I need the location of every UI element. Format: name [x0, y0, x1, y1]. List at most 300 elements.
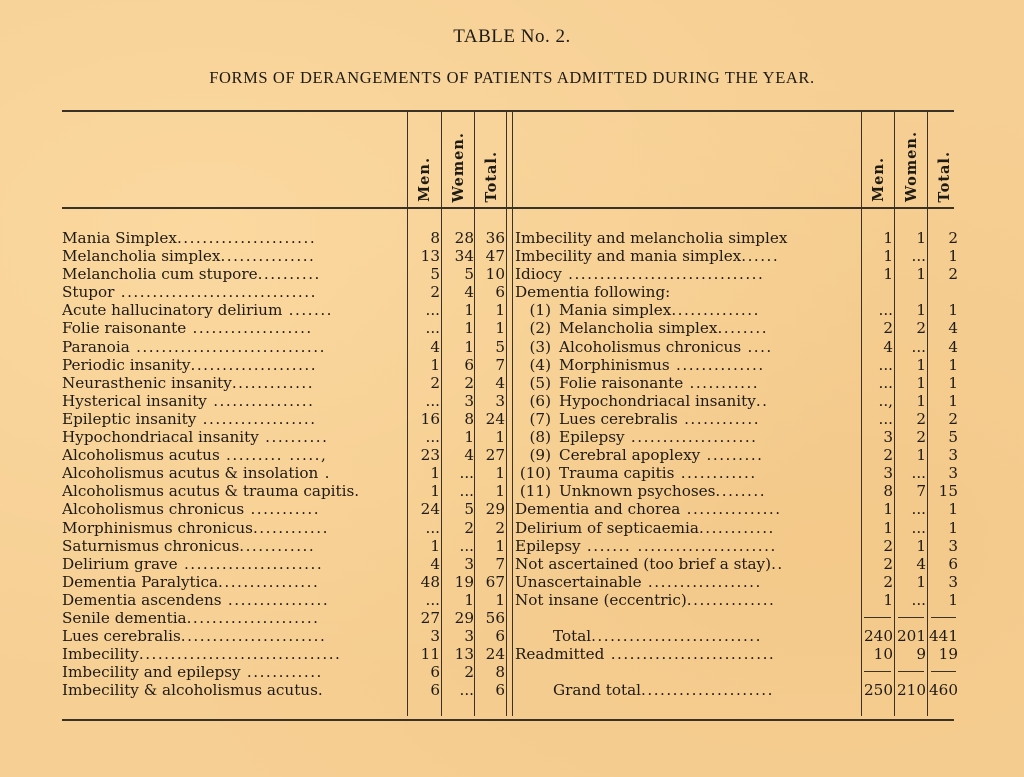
- table-row: [62, 446, 512, 464]
- cell-women: 2: [464, 518, 474, 537]
- row-label-text: Paranoia: [62, 337, 130, 356]
- cell-total: 3: [948, 446, 958, 465]
- leader-dots: ..: [755, 391, 769, 410]
- row-label: [515, 645, 859, 663]
- table-row: [62, 265, 512, 283]
- table-row: [62, 283, 512, 301]
- row-label: [62, 645, 404, 663]
- cell-total: 2: [948, 409, 958, 428]
- leader-dots: ...................: [186, 319, 313, 338]
- row-label: [62, 555, 404, 573]
- leader-dots: .....................: [641, 681, 774, 700]
- row-label-text: Alcoholismus acutus: [62, 446, 220, 465]
- cell-total: 4: [495, 373, 505, 392]
- table-row: [515, 410, 960, 428]
- row-label: [62, 428, 404, 446]
- cell-total: 2: [495, 518, 505, 537]
- cell-men: ...: [878, 373, 893, 392]
- row-prefix: (8): [529, 428, 551, 447]
- row-label: [62, 356, 404, 374]
- row-label: [515, 500, 859, 518]
- cell-women: 1: [916, 446, 926, 465]
- leader-dots: ...............................: [114, 283, 317, 302]
- right-header-men: Men.: [869, 157, 887, 202]
- cell-women: 9: [916, 645, 926, 664]
- cell-men: 11: [420, 645, 440, 664]
- leader-dots: .............: [231, 373, 315, 392]
- leader-dots: ...........................: [591, 627, 762, 646]
- cell-men: 10: [873, 645, 893, 664]
- row-label-text: Delirium grave: [62, 554, 178, 573]
- table-row: [515, 247, 960, 265]
- row-label: [503, 392, 847, 410]
- cell-total: 67: [485, 572, 505, 591]
- row-label-text: Idiocy: [515, 265, 562, 284]
- cell-total: 1: [948, 391, 958, 410]
- row-label-text: Mania simplex: [559, 301, 672, 320]
- row-label: [62, 374, 404, 392]
- row-label: [503, 301, 847, 319]
- row-label-text: Dementia ascendens: [62, 590, 222, 609]
- leader-dots: ..: [771, 554, 784, 573]
- row-label-text: Alcoholismus acutus & insolation: [62, 464, 319, 483]
- table-row: [515, 301, 960, 319]
- cell-total: 1: [948, 373, 958, 392]
- cell-men: 2: [883, 446, 893, 465]
- cell-men: 5: [430, 265, 440, 284]
- cell-men: ...: [425, 301, 440, 320]
- table-row: [62, 645, 512, 663]
- cell-women: ...: [459, 681, 474, 700]
- left-header-total: Total.: [482, 150, 500, 202]
- table-row: [515, 356, 960, 374]
- row-label-text: Unknown psychoses: [559, 482, 716, 501]
- row-label: [515, 537, 859, 555]
- cell-men: 23: [420, 446, 440, 465]
- leader-dots: ................................: [138, 645, 342, 664]
- row-label-text: Alcoholismus acutus & trauma capitis.: [62, 482, 360, 501]
- table-row: [515, 482, 960, 500]
- cell-total: 4: [948, 319, 958, 338]
- row-label-text: Stupor: [62, 283, 115, 302]
- row-label-text: Delirium of septicaemia: [515, 518, 699, 537]
- cell-men: 2: [883, 319, 893, 338]
- table-row: [515, 283, 960, 301]
- cell-men: 3: [430, 627, 440, 646]
- cell-women: 2: [916, 319, 926, 338]
- cell-men: 1: [883, 265, 893, 284]
- row-label: [62, 681, 404, 699]
- sum-separator: [864, 617, 891, 618]
- cell-women: 3: [464, 391, 474, 410]
- cell-women: 29: [454, 608, 474, 627]
- leader-dots: ........: [715, 482, 767, 501]
- row-label-text: Melancholia simplex: [62, 247, 221, 266]
- readmitted-row: [515, 645, 960, 663]
- row-label-text: Hysterical insanity: [62, 391, 207, 410]
- cell-men: ...: [425, 428, 440, 447]
- row-label: [515, 283, 859, 301]
- cell-men: 4: [883, 337, 893, 356]
- cell-men: 2: [883, 554, 893, 573]
- cell-women: 3: [464, 627, 474, 646]
- table-row: [62, 301, 512, 319]
- table-row: [62, 681, 512, 699]
- cell-women: ...: [911, 518, 926, 537]
- row-label-text: Folie raisonante: [62, 319, 187, 338]
- bottom-rule: [62, 719, 954, 721]
- leader-dots: .....................: [186, 608, 320, 627]
- row-label-text: Mania Simplex: [62, 229, 177, 247]
- row-prefix: (3): [529, 337, 551, 356]
- cell-total: 1: [495, 301, 505, 320]
- cell-total: 6: [495, 283, 505, 302]
- leader-dots: ...........: [244, 500, 321, 519]
- row-label-text: Alcoholismus chronicus: [62, 500, 245, 519]
- cell-total: 27: [485, 446, 505, 465]
- cell-women: 1: [916, 572, 926, 591]
- cell-women: 2: [464, 663, 474, 682]
- cell-total: 1: [948, 355, 958, 374]
- row-label-text: Lues cerebralis: [62, 627, 181, 646]
- table-row: [62, 410, 512, 428]
- table-row: [515, 555, 960, 573]
- cell-women: 3: [464, 554, 474, 573]
- row-prefix: (9): [529, 446, 551, 465]
- row-label: [503, 446, 847, 464]
- table-row: [62, 500, 512, 518]
- row-label: [515, 229, 859, 247]
- leader-dots: ..................: [196, 409, 317, 428]
- cell-men: 1: [883, 500, 893, 519]
- table-row: [62, 519, 512, 537]
- cell-women: 1: [464, 590, 474, 609]
- cell-men: [861, 663, 893, 681]
- cell-women: 1: [464, 337, 474, 356]
- row-label: [503, 428, 847, 446]
- sum-separator: [864, 671, 891, 672]
- row-label-text: Epilepsy: [515, 536, 581, 555]
- cell-women: 34: [454, 247, 474, 266]
- cell-women: 2: [916, 428, 926, 447]
- cell-men: [861, 609, 893, 627]
- cell-total: 6: [948, 554, 958, 573]
- cell-women: 1: [464, 428, 474, 447]
- cell-women: 7: [916, 482, 926, 501]
- cell-men: ...: [878, 301, 893, 320]
- leader-dots: ......................: [177, 554, 324, 573]
- row-label: [62, 519, 404, 537]
- cell-men: ...: [878, 409, 893, 428]
- row-label-text: Melancholia cum stupore: [62, 265, 258, 284]
- row-label-text: Alcoholismus chronicus: [559, 337, 742, 356]
- row-label-text: Imbecility: [62, 645, 139, 664]
- table-row: [515, 591, 960, 609]
- leader-dots: ....... ......................: [580, 536, 777, 555]
- row-label-text: Epilepsy: [559, 428, 625, 447]
- row-label-text: Trauma capitis: [559, 464, 675, 483]
- row-label-text: Hypochondriacal insanity: [559, 391, 756, 410]
- cell-women: ...: [911, 247, 926, 266]
- table-row: [62, 627, 512, 645]
- row-label-text: Melancholia simplex: [559, 319, 718, 338]
- table-row: [515, 464, 960, 482]
- row-label: [62, 247, 404, 265]
- leader-dots: ...............: [680, 500, 782, 519]
- table-row: [62, 482, 512, 500]
- cell-women: 1: [916, 229, 926, 247]
- cell-men: 2: [430, 283, 440, 302]
- cell-total: 47: [485, 247, 505, 266]
- row-label: [503, 338, 847, 356]
- leader-dots: ......................: [176, 229, 317, 247]
- table-row: [62, 392, 512, 410]
- cell-women: 1: [916, 355, 926, 374]
- sum-separator-row: [515, 609, 960, 627]
- cell-total: 4: [948, 337, 958, 356]
- leader-dots: ...............................: [561, 265, 765, 284]
- cell-total: 36: [485, 229, 505, 247]
- cell-men: 2: [883, 572, 893, 591]
- leader-dots: ....: [741, 337, 773, 356]
- cell-total: 1: [948, 301, 958, 320]
- table-row: [515, 519, 960, 537]
- row-label: [503, 374, 847, 392]
- left-header-women: Wemen.: [449, 131, 467, 202]
- row-label: [503, 356, 847, 374]
- cell-total: 3: [948, 464, 958, 483]
- table-row: [515, 573, 960, 591]
- cell-total: 441: [929, 627, 958, 646]
- cell-men: 8: [883, 482, 893, 501]
- table-row: [515, 374, 960, 392]
- cell-total: 19: [938, 645, 958, 664]
- cell-women: 5: [464, 265, 474, 284]
- cell-men: 27: [420, 608, 440, 627]
- row-label-text: Folie raisonante: [559, 373, 684, 392]
- row-prefix: (7): [529, 409, 551, 428]
- row-label: [503, 482, 847, 500]
- row-label: [62, 627, 404, 645]
- table-row: [62, 573, 512, 591]
- cell-women: 13: [454, 645, 474, 664]
- table-row: [62, 338, 512, 356]
- right-header-total: Total.: [935, 150, 953, 202]
- row-label-text: Unascertainable: [515, 572, 642, 591]
- cell-women: ...: [911, 590, 926, 609]
- row-label: [62, 663, 404, 681]
- cell-men: ...: [425, 590, 440, 609]
- cell-women: ...: [911, 337, 926, 356]
- leader-dots: ............: [674, 464, 757, 483]
- row-label: [62, 301, 404, 319]
- cell-women: ...: [459, 464, 474, 483]
- cell-total: 460: [929, 681, 958, 700]
- row-label: [503, 464, 847, 482]
- table-row: [62, 537, 512, 555]
- leader-dots: ...........: [683, 373, 760, 392]
- right-table-body: [515, 229, 960, 699]
- leader-dots: ............: [239, 536, 316, 555]
- row-label: [515, 247, 859, 265]
- left-header-men: Men.: [415, 157, 433, 202]
- row-label: [62, 464, 404, 482]
- cell-men: 1: [883, 229, 893, 247]
- row-label: [62, 609, 404, 627]
- sum-separator-row: [515, 663, 960, 681]
- cell-women: [895, 609, 926, 627]
- cell-total: 7: [495, 355, 505, 374]
- cell-women: 1: [916, 373, 926, 392]
- row-label: [62, 446, 404, 464]
- row-label: [62, 482, 404, 500]
- row-prefix: (10): [519, 464, 551, 483]
- cell-total: 15: [938, 482, 958, 501]
- table-title: TABLE No. 2.: [453, 26, 571, 47]
- row-label: [62, 500, 404, 518]
- cell-women: 1: [916, 265, 926, 284]
- cell-total: 3: [948, 536, 958, 555]
- table-row: [62, 609, 512, 627]
- cell-men: 1: [883, 590, 893, 609]
- total-row: [515, 627, 960, 645]
- cell-women: 6: [464, 355, 474, 374]
- row-prefix: (6): [529, 391, 551, 410]
- row-prefix: (11): [519, 482, 551, 501]
- cell-total: [928, 609, 958, 627]
- leader-dots: .........: [700, 446, 764, 465]
- leader-dots: .: [318, 464, 331, 483]
- leader-dots: ........: [717, 319, 769, 338]
- cell-men: 1: [430, 464, 440, 483]
- leader-dots: ............: [698, 518, 775, 537]
- cell-women: 201: [897, 627, 926, 646]
- cell-total: 3: [495, 391, 505, 410]
- cell-women: 5: [464, 500, 474, 519]
- row-label-text: Lues cerebralis: [559, 409, 678, 428]
- cell-women: 2: [916, 409, 926, 428]
- leader-dots: ............: [677, 409, 761, 428]
- row-label-text: Imbecility and epilepsy: [62, 663, 241, 682]
- leader-dots: ......: [741, 247, 780, 266]
- cell-women: 4: [464, 446, 474, 465]
- table-row: [62, 319, 512, 337]
- leader-dots: ................: [206, 391, 315, 410]
- table-row: [62, 663, 512, 681]
- cell-men: 4: [430, 337, 440, 356]
- row-label-text: Saturnismus chronicus: [62, 536, 240, 555]
- sum-separator: [931, 617, 956, 618]
- table-row: [62, 229, 512, 247]
- row-label: [553, 627, 859, 645]
- table-row: [515, 265, 960, 283]
- cell-men: 6: [430, 663, 440, 682]
- table-row: [515, 392, 960, 410]
- cell-men: 250: [864, 681, 893, 700]
- cell-men: 48: [420, 572, 440, 591]
- cell-total: 2: [948, 229, 958, 247]
- cell-total: 5: [495, 337, 505, 356]
- row-label-text: Acute hallucinatory delirium: [62, 301, 283, 320]
- cell-men: 13: [420, 247, 440, 266]
- row-prefix: (1): [529, 301, 551, 320]
- row-label-text: Cerebral apoplexy: [559, 446, 701, 465]
- cell-women: ...: [459, 482, 474, 501]
- table-row: [62, 555, 512, 573]
- row-prefix: (5): [529, 373, 551, 392]
- row-label-text: Imbecility & alcoholismus acutus.: [62, 681, 323, 700]
- leader-dots: ..........: [258, 428, 329, 447]
- cell-total: 1: [495, 319, 505, 338]
- table-row: [515, 338, 960, 356]
- row-label-text: Morphinismus: [559, 355, 670, 374]
- row-label-text: Not insane (eccentric): [515, 590, 687, 609]
- cell-men: 2: [430, 373, 440, 392]
- cell-women: 28: [454, 229, 474, 247]
- cell-total: 6: [495, 681, 505, 700]
- cell-women: [895, 663, 926, 681]
- cell-women: ...: [911, 500, 926, 519]
- left-table-body: [62, 229, 512, 699]
- row-label: [62, 537, 404, 555]
- table-row: [62, 464, 512, 482]
- cell-women: 1: [916, 536, 926, 555]
- cell-total: 10: [485, 265, 505, 284]
- cell-total: 6: [495, 627, 505, 646]
- cell-total: 2: [948, 265, 958, 284]
- cell-men: 1: [430, 355, 440, 374]
- row-prefix: (2): [529, 319, 551, 338]
- row-label-text: Grand total: [553, 681, 642, 700]
- row-label-text: Morphinismus chronicus: [62, 518, 253, 537]
- cell-men: 3: [883, 464, 893, 483]
- leader-dots: ..............: [671, 301, 760, 320]
- cell-total: 1: [495, 536, 505, 555]
- cell-women: 4: [464, 283, 474, 302]
- row-label: [503, 319, 847, 337]
- cell-men: 8: [430, 229, 440, 247]
- cell-total: 1: [495, 428, 505, 447]
- row-label: [62, 319, 404, 337]
- table-row: [515, 446, 960, 464]
- leader-dots: ..............: [686, 590, 776, 609]
- cell-total: 1: [948, 590, 958, 609]
- cell-total: 8: [495, 663, 505, 682]
- cell-total: 24: [485, 645, 505, 664]
- row-label: [515, 265, 859, 283]
- row-label-text: Senile dementia: [62, 608, 187, 627]
- sum-separator: [898, 617, 924, 618]
- cell-total: 3: [948, 572, 958, 591]
- cell-men: ...: [425, 391, 440, 410]
- leader-dots: ......... .....,: [219, 446, 328, 465]
- cell-men: 3: [883, 428, 893, 447]
- row-label: [62, 283, 404, 301]
- row-prefix: (4): [529, 355, 551, 374]
- cell-men: ...: [425, 518, 440, 537]
- row-label: [515, 591, 859, 609]
- top-rule: [62, 110, 954, 112]
- leader-dots: ....................: [624, 428, 758, 447]
- table-row: [62, 247, 512, 265]
- cell-total: 7: [495, 554, 505, 573]
- leader-dots: ................: [221, 590, 330, 609]
- cell-women: ...: [459, 536, 474, 555]
- row-label-text: Neurasthenic insanity: [62, 373, 232, 392]
- cell-women: 1: [464, 301, 474, 320]
- cell-men: 4: [430, 554, 440, 573]
- leader-dots: ............: [252, 518, 329, 537]
